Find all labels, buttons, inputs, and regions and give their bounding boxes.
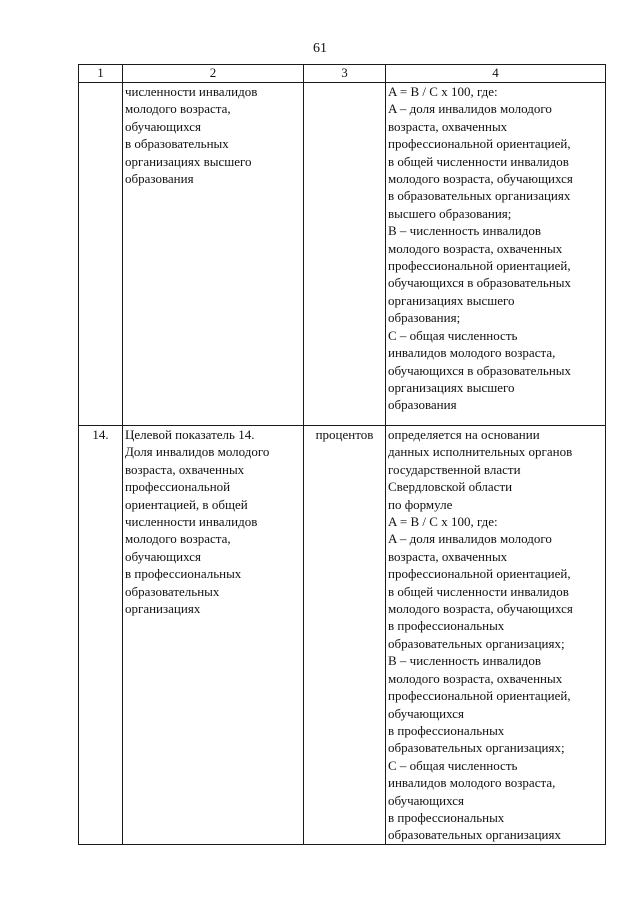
text-line: образовательных организациях; bbox=[388, 740, 565, 756]
header-col-3: 3 bbox=[304, 65, 386, 83]
text-line: профессиональной ориентацией, bbox=[388, 258, 571, 274]
text-line: возраста, охваченных bbox=[388, 118, 508, 134]
indicator-name bbox=[123, 83, 304, 426]
text-line: молодого возраста, обучающихся bbox=[388, 601, 573, 617]
text-line: численности инвалидов bbox=[125, 514, 258, 530]
text-line: организациях высшего bbox=[388, 292, 515, 308]
text-line: в профессиональных bbox=[388, 618, 505, 634]
table-row bbox=[79, 83, 606, 426]
text-line: в общей численности инвалидов bbox=[388, 583, 569, 599]
text-line: профессиональной ориентацией, bbox=[388, 136, 571, 152]
text-line: организациях bbox=[125, 601, 201, 617]
text-line: возраста, охваченных bbox=[388, 548, 508, 564]
text-line: данных исполнительных органов bbox=[388, 444, 573, 460]
text-line: образования bbox=[388, 397, 457, 413]
unit-of-measure: процентов bbox=[304, 426, 386, 845]
header-col-2: 2 bbox=[123, 65, 304, 83]
text-line: по формуле bbox=[388, 496, 453, 512]
text-line: C – общая численность bbox=[388, 327, 518, 343]
indicator-table bbox=[78, 64, 606, 845]
text-line: ориентацией, в общей bbox=[125, 496, 248, 512]
text-line: в общей численности инвалидов bbox=[388, 153, 569, 169]
text-line: профессиональной ориентацией, bbox=[388, 566, 571, 582]
text-line: Целевой показатель 14. bbox=[125, 427, 255, 442]
table-row bbox=[79, 426, 606, 845]
text-line: образования bbox=[125, 171, 194, 187]
text-line: молодого возраста, охваченных bbox=[388, 670, 563, 686]
text-line: в профессиональных bbox=[125, 566, 242, 582]
header-col-4: 4 bbox=[386, 65, 606, 83]
text-line: образовательных организациях bbox=[388, 827, 561, 843]
row-number: 14. bbox=[79, 426, 123, 845]
text-line: профессиональной ориентацией, bbox=[388, 688, 571, 704]
text-line: образовательных организациях; bbox=[388, 635, 565, 651]
text-line: образовательных bbox=[125, 583, 220, 599]
text-line: C – общая численность bbox=[388, 757, 518, 773]
text-line: возраста, охваченных bbox=[125, 461, 245, 477]
text-line: государственной власти bbox=[388, 461, 521, 477]
text-line: обучающихся bbox=[125, 548, 201, 564]
text-line: Свердловской области bbox=[388, 479, 513, 495]
calculation-method bbox=[386, 83, 606, 426]
text-line: A = B / C x 100, где: bbox=[388, 84, 498, 99]
text-line: обучающихся bbox=[388, 705, 464, 721]
text-line: профессиональной bbox=[125, 479, 231, 495]
text-line: A – доля инвалидов молодого bbox=[388, 531, 552, 547]
text-line: B – численность инвалидов bbox=[388, 653, 542, 669]
text-line: обучающихся в образовательных bbox=[388, 275, 572, 291]
text-line: высшего образования; bbox=[388, 205, 512, 221]
text-line: образования; bbox=[388, 310, 461, 326]
table-header-row bbox=[79, 65, 606, 83]
unit-of-measure bbox=[304, 83, 386, 426]
text-line: в профессиональных bbox=[388, 809, 505, 825]
text-line: обучающихся bbox=[125, 118, 201, 134]
text-line: в образовательных организациях bbox=[388, 188, 571, 204]
text-line: численности инвалидов bbox=[125, 84, 258, 99]
row-number bbox=[79, 83, 123, 426]
text-line: молодого возраста, bbox=[125, 101, 231, 117]
text-line: обучающихся в образовательных bbox=[388, 362, 572, 378]
text-line: молодого возраста, bbox=[125, 531, 231, 547]
text-line: A = B / C x 100, где: bbox=[388, 514, 498, 530]
text-line: обучающихся bbox=[388, 792, 464, 808]
text-line: A – доля инвалидов молодого bbox=[388, 101, 552, 117]
text-line: молодого возраста, обучающихся bbox=[388, 171, 573, 187]
header-col-1: 1 bbox=[79, 65, 123, 83]
text-line: в образовательных bbox=[125, 136, 229, 152]
text-line: Доля инвалидов молодого bbox=[125, 444, 270, 460]
indicator-name bbox=[123, 426, 304, 845]
calculation-method bbox=[386, 426, 606, 845]
text-line: молодого возраста, охваченных bbox=[388, 240, 563, 256]
text-line: инвалидов молодого возраста, bbox=[388, 345, 556, 361]
text-line: организациях высшего bbox=[388, 379, 515, 395]
text-line: организациях высшего bbox=[125, 153, 252, 169]
text-line: в профессиональных bbox=[388, 722, 505, 738]
text-line: инвалидов молодого возраста, bbox=[388, 775, 556, 791]
text-line: B – численность инвалидов bbox=[388, 223, 542, 239]
text-line: определяется на основании bbox=[388, 427, 540, 442]
page-number: 61 bbox=[313, 41, 327, 56]
